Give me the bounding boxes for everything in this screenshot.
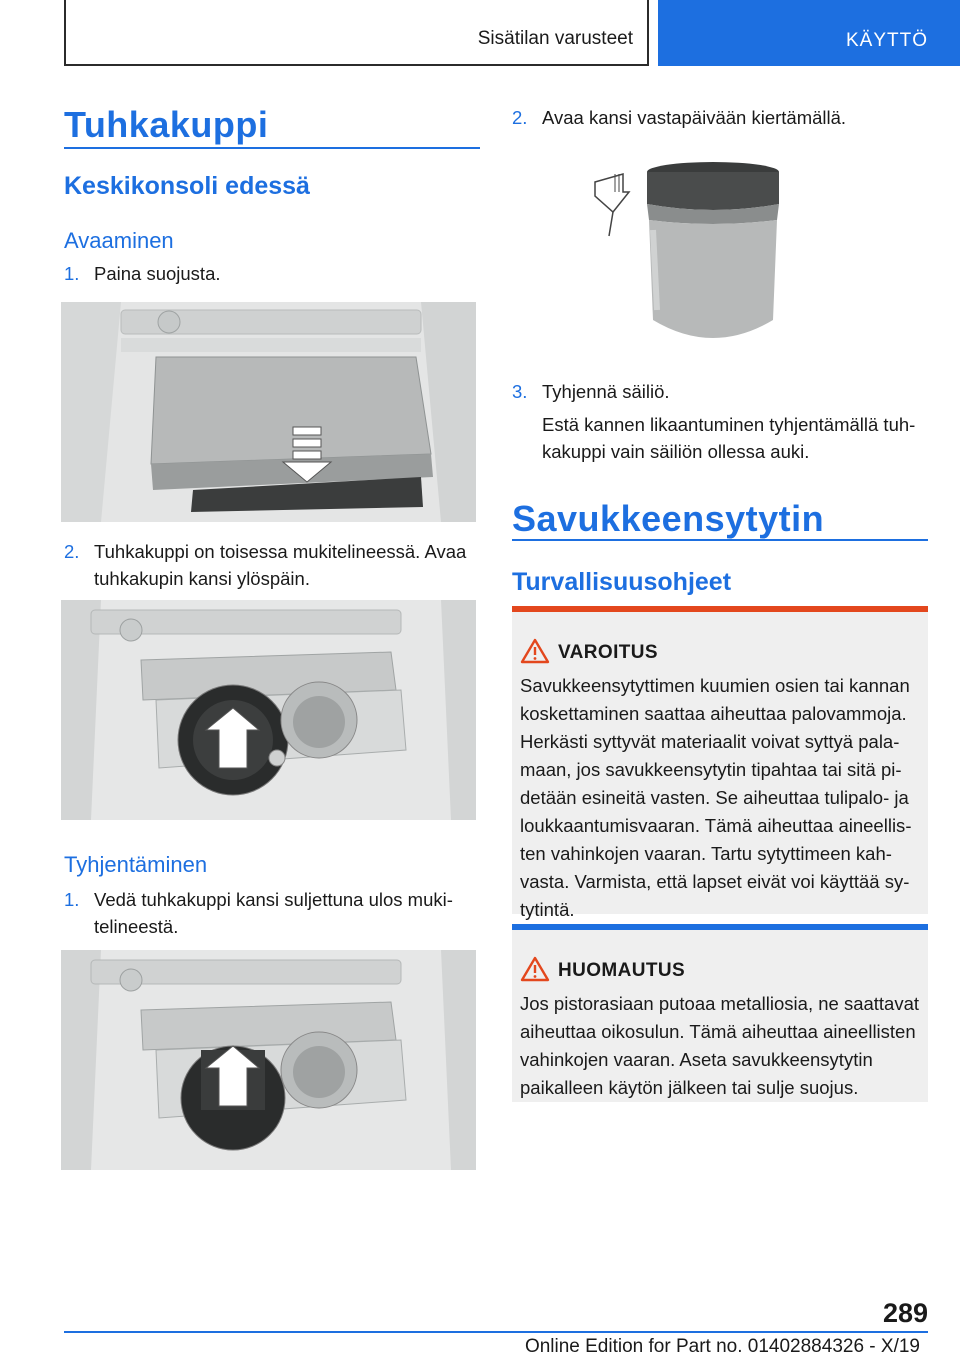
step-text: Avaa kansi vastapäivään kiertämällä. xyxy=(542,107,847,128)
emptying-step-1 xyxy=(64,886,480,940)
step-extra-text: Estä kannen likaantuminen tyhjentämällä tuhkakuppi vain säiliön ollessa auki. xyxy=(542,414,916,462)
header-chapter-tab[interactable] xyxy=(658,0,960,66)
page-number: 289 xyxy=(882,1298,928,1328)
section-title: Keskikonsoli edessä xyxy=(64,172,310,200)
step-text: Paina suojusta. xyxy=(94,263,221,284)
cupholder-ashtray-photo xyxy=(61,600,476,820)
header-chapter-label: KÄYTTÖ xyxy=(845,30,928,51)
step-text: Tuhkakuppi on toisessa mukitelineessä. Avaa tuhkakupin kansi ylöspäin. xyxy=(94,541,467,589)
step-number: 1. xyxy=(64,263,80,284)
step-number: 2. xyxy=(64,541,80,562)
step-number: 1. xyxy=(64,889,80,910)
note-label: HUOMAUTUS xyxy=(558,960,686,981)
cupholder-ashtray-illustration xyxy=(61,600,476,820)
ashtray-removal-illustration xyxy=(61,950,476,1170)
section-title-lighter: Savukkeensytytin xyxy=(512,498,825,539)
footer-rule xyxy=(64,1331,928,1333)
step-number: 2. xyxy=(512,107,528,128)
opening-heading: Avaaminen xyxy=(64,228,174,253)
warning-box xyxy=(512,606,928,920)
safety-heading: Turvallisuusohjeet xyxy=(512,568,732,596)
page-title: Tuhkakuppi xyxy=(64,104,269,145)
note-text: Jos pistorasiaan putoaa metalliosia, ne saattavat aiheuttaa oikosulun. Tämä aiheuttaa aineellisten vahinkojen vaaran. Aseta savukkeensytytin paikalleen käytön jälkeen tai sulje suojus. xyxy=(520,993,920,1098)
warning-label: VAROITUS xyxy=(558,642,658,663)
right-step-2 xyxy=(512,104,928,131)
title-rule xyxy=(64,147,480,149)
header-section-box xyxy=(64,0,649,66)
console-lid-illustration xyxy=(61,302,476,522)
step-text: Vedä tuhkakuppi kansi suljettuna ulos mukitelineestä. xyxy=(94,889,453,937)
note-box xyxy=(512,924,928,1102)
footer-edition: Online Edition for Part no. 01402884326 - X/19 xyxy=(524,1336,920,1357)
ashtray-container-illustration xyxy=(585,160,785,350)
warning-triangle-icon xyxy=(520,638,550,664)
console-lid-photo xyxy=(61,302,476,522)
header-section-title: Sisätilan varusteet xyxy=(477,28,633,49)
right-step-3 xyxy=(512,378,928,465)
caution-triangle-icon xyxy=(520,956,550,982)
step-text: Tyhjennä säiliö. xyxy=(542,381,670,402)
opening-step-2 xyxy=(64,538,480,592)
step-number: 3. xyxy=(512,381,528,402)
ashtray-removal-photo xyxy=(61,950,476,1170)
emptying-heading: Tyhjentäminen xyxy=(64,852,208,877)
lighter-title-rule xyxy=(512,539,928,541)
opening-step-1 xyxy=(64,260,480,287)
warning-text: Savukkeensytyttimen kuumien osien tai kannan koskettaminen saattaa aiheuttaa palovammoja. Herkästi syttyvät materiaalit voivat syttyä palamaan, jos savukkeensytytin tipahtaa tai sitä pidetään esineitä vasten. Se aiheuttaa tulipalo- ja loukkaantumisvaaran. Tämä aiheuttaa aineellisten vahinkojen vaaran. Tartu sytyttimeen kahvasta. Varmista, että lapset eivät voi käyttää sytytintä. xyxy=(520,675,912,920)
